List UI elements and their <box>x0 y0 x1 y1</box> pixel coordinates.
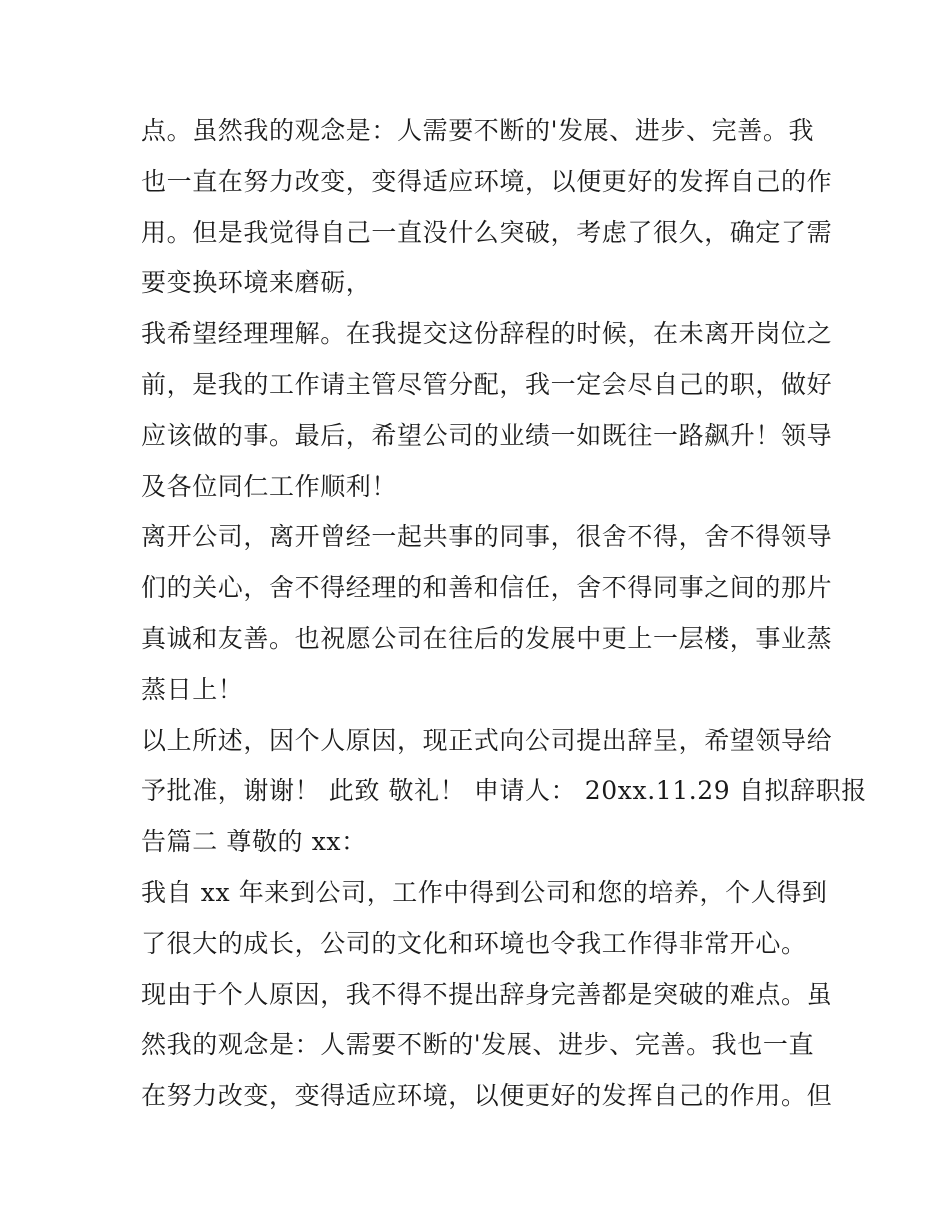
text-line: 蒸日上！ <box>141 674 244 704</box>
text-line: 用。但是我觉得自己一直没什么突破，考虑了很久，确定了需 <box>141 217 833 247</box>
text-line: 真诚和友善。也祝愿公司在往后的发展中更上一层楼，事业蒸 <box>141 623 833 653</box>
text-line: 予批准，谢谢！ 此致 敬礼！ 申请人： 20xx.11.29 自拟辞职报 <box>141 776 867 806</box>
text-line: 了很大的成长，公司的文化和环境也令我工作得非常开心。 <box>141 928 807 958</box>
document-body <box>141 106 867 1122</box>
text-line: 以上所述，因个人原因，现正式向公司提出辞呈，希望领导给 <box>141 725 833 755</box>
text-line: 我自 xx 年来到公司，工作中得到公司和您的培养，个人得到 <box>141 877 828 907</box>
text-line: 及各位同仁工作顺利！ <box>141 471 398 501</box>
text-line: 在努力改变，变得适应环境，以便更好的发挥自己的作用。但 <box>141 1081 833 1111</box>
text-line: 们的关心，舍不得经理的和善和信任，舍不得同事之间的那片 <box>141 573 833 603</box>
text-line: 前，是我的工作请主管尽管分配，我一定会尽自己的职，做好 <box>141 369 833 399</box>
text-line: 然我的观念是：人需要不断的'发展、进步、完善。我也一直 <box>141 1030 815 1060</box>
text-line: 应该做的事。最后，希望公司的业绩一如既往一路飙升！领导 <box>141 420 833 450</box>
text-line: 我希望经理理解。在我提交这份辞程的时候，在未离开岗位之 <box>141 319 833 349</box>
text-line: 点。虽然我的观念是：人需要不断的'发展、进步、完善。我 <box>141 116 815 145</box>
text-line: 离开公司，离开曾经一起共事的同事，很舍不得，舍不得领导 <box>141 522 833 552</box>
text-line: 要变换环境来磨砺， <box>141 268 372 298</box>
text-line: 告篇二 尊敬的 xx： <box>141 827 367 857</box>
text-line: 现由于个人原因，我不得不提出辞身完善都是突破的难点。虽 <box>141 979 833 1009</box>
text-line: 也一直在努力改变，变得适应环境，以便更好的发挥自己的作 <box>141 166 833 196</box>
